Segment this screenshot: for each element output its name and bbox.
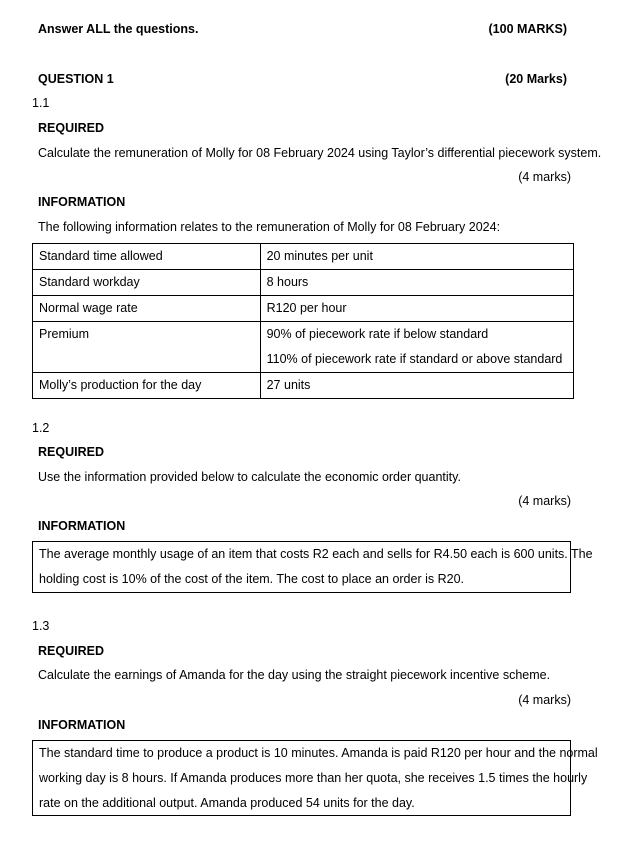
table-cell-label: Normal wage rate [33, 296, 261, 322]
required-text-1-2: Use the information provided below to calculate the economic order quantity. [38, 470, 461, 484]
table-cell-value: R120 per hour [260, 296, 573, 322]
table-cell-value: 90% of piecework rate if below standard 110% of piecework rate if standard or above standard [260, 322, 573, 373]
part-number-1-1: 1.1 [32, 96, 50, 110]
required-text-1-1: Calculate the remuneration of Molly for 08 February 2024 using Taylor’s differential piecework system. [38, 146, 602, 160]
table-cell-label: Standard workday [33, 270, 261, 296]
table-cell-value: 20 minutes per unit [260, 244, 573, 270]
table-cell-label: Premium [33, 322, 261, 373]
table-cell-value: 27 units [260, 373, 573, 399]
information-intro-1-1: The following information relates to the remuneration of Molly for 08 February 2024: [38, 220, 501, 234]
required-label-1-1: REQUIRED [38, 121, 104, 135]
info-line: The average monthly usage of an item that costs R2 each and sells for R4.50 each is 600 units. The [39, 547, 593, 561]
info-line: The standard time to produce a product is 10 minutes. Amanda is paid R120 per hour and the normal [39, 746, 598, 760]
table-cell-label: Standard time allowed [33, 244, 261, 270]
remuneration-info-table [32, 243, 574, 399]
table-row [33, 373, 574, 399]
table-row [33, 244, 574, 270]
information-label-1-2: INFORMATION [38, 519, 126, 533]
info-line: holding cost is 10% of the cost of the item. The cost to place an order is R20. [39, 572, 464, 586]
part-marks-1-2: (4 marks) [518, 494, 571, 508]
piecework-information-box [32, 740, 598, 816]
eoq-information-box [32, 541, 593, 593]
table-cell-value: 8 hours [260, 270, 573, 296]
total-marks: (100 MARKS) [488, 22, 567, 36]
information-label-1-1: INFORMATION [38, 195, 126, 209]
table-row [33, 270, 574, 296]
required-text-1-3: Calculate the earnings of Amanda for the day using the straight piecework incentive scheme. [38, 668, 551, 682]
required-label-1-3: REQUIRED [38, 644, 104, 658]
info-line: rate on the additional output. Amanda produced 54 units for the day. [39, 796, 415, 810]
required-label-1-2: REQUIRED [38, 445, 104, 459]
part-number-1-3: 1.3 [32, 619, 50, 633]
question-title: QUESTION 1 [38, 72, 114, 86]
question-marks: (20 Marks) [505, 72, 567, 86]
instruction-text: Answer ALL the questions. [38, 22, 199, 36]
part-number-1-2: 1.2 [32, 421, 50, 435]
table-row [33, 296, 574, 322]
part-marks-1-3: (4 marks) [518, 693, 571, 707]
table-row [33, 322, 574, 373]
part-marks-1-1: (4 marks) [518, 170, 571, 184]
table-cell-label: Molly’s production for the day [33, 373, 261, 399]
information-label-1-3: INFORMATION [38, 718, 126, 732]
info-line: working day is 8 hours. If Amanda produces more than her quota, she receives 1.5 times the hourly [39, 771, 588, 785]
